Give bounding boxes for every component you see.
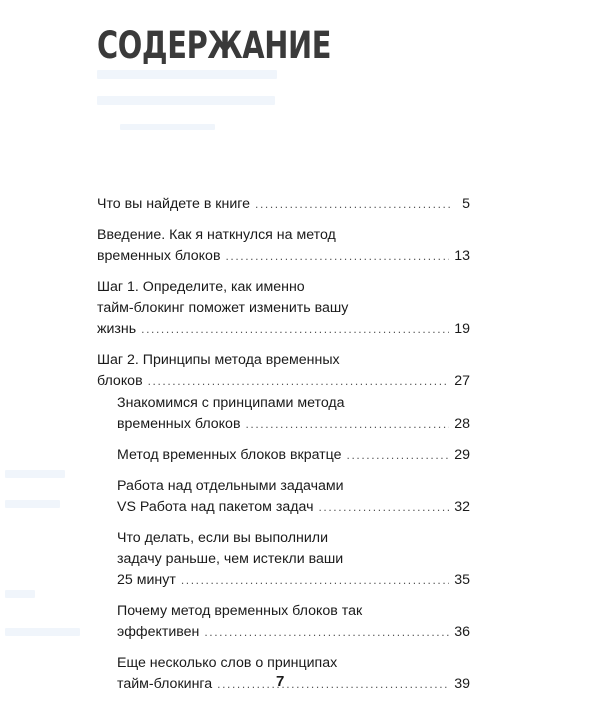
page-title: СОДЕРЖАНИЕ	[97, 24, 332, 67]
toc-entry	[117, 445, 470, 466]
toc-entry-last-line	[97, 319, 470, 340]
dot-leader	[255, 194, 453, 215]
toc-entry-text: временных блоков	[97, 248, 221, 264]
toc-entry-text: Введение. Как я наткнулся на метод	[97, 227, 336, 243]
toc-page-number: 27	[454, 373, 470, 389]
toc-entry	[97, 277, 470, 340]
dot-leader	[245, 414, 449, 435]
toc-page-number: 39	[454, 676, 470, 692]
toc-entry-last-line	[97, 246, 470, 267]
dot-leader	[319, 497, 450, 518]
dot-leader	[148, 371, 450, 392]
toc-entry-last-line	[97, 371, 470, 392]
toc-entry-last-line	[97, 194, 470, 215]
toc-entry	[97, 350, 470, 392]
show-through-line	[97, 96, 275, 105]
show-through-line	[97, 70, 277, 79]
dot-leader	[225, 246, 449, 267]
toc-entry-text: Работа над отдельными задачами	[117, 478, 344, 494]
page-number: 7	[276, 673, 285, 690]
dot-leader	[141, 319, 449, 340]
show-through-line	[120, 124, 215, 130]
toc-entry-text: тайм-блокинг поможет изменить вашу	[97, 300, 349, 316]
toc-entry	[117, 476, 470, 518]
toc-entry-last-line	[117, 414, 470, 435]
toc-entry-text: Метод временных блоков вкратце	[117, 447, 342, 463]
toc-entry-last-line	[117, 570, 470, 591]
toc-entry	[117, 653, 470, 695]
toc-entry	[117, 528, 470, 591]
table-of-contents	[97, 194, 470, 705]
show-through-line	[5, 628, 80, 636]
show-through-line	[5, 470, 65, 478]
toc-entry	[97, 194, 470, 215]
toc-entry-text: Почему метод временных блоков так	[117, 603, 363, 619]
dot-leader	[181, 570, 449, 591]
toc-entry	[97, 225, 470, 267]
toc-page-number: 19	[454, 321, 470, 337]
toc-entry-last-line	[117, 497, 470, 518]
toc-page-number: 29	[454, 447, 470, 463]
dot-leader	[204, 622, 449, 643]
toc-entry-text: Знакомимся с принципами метода	[117, 395, 345, 411]
toc-entry-text: Шаг 1. Определите, как именно	[97, 279, 305, 295]
toc-entry-text: задачу раньше, чем истекли ваши	[117, 551, 344, 567]
dot-leader	[347, 445, 450, 466]
toc-entry-text: Что вы найдете в книге	[97, 196, 251, 212]
toc-entry-text: временных блоков	[117, 416, 241, 432]
toc-entry	[117, 601, 470, 643]
toc-entry-text: Еще несколько слов о принципах	[117, 655, 338, 671]
toc-entry-text: 25 минут	[117, 572, 176, 588]
toc-page-number: 13	[454, 248, 470, 264]
toc-page-number: 28	[454, 416, 470, 432]
toc-page-number: 35	[454, 572, 470, 588]
toc-entry-text: Что делать, если вы выполнили	[117, 530, 328, 546]
toc-entry-last-line	[117, 445, 470, 466]
toc-page-number: 32	[454, 499, 470, 515]
toc-entry-text: VS Работа над пакетом задач	[117, 499, 314, 515]
show-through-line	[5, 590, 35, 598]
toc-entry-text: жизнь	[97, 321, 137, 337]
toc-page-number: 5	[462, 196, 470, 212]
show-through-line	[5, 500, 60, 508]
toc-entry-text: тайм-блокинга	[117, 676, 213, 692]
toc-entry-text: блоков	[97, 373, 143, 389]
toc-entry	[117, 393, 470, 435]
toc-entry-last-line	[117, 622, 470, 643]
toc-page-number: 36	[454, 624, 470, 640]
toc-entry-text: Шаг 2. Принципы метода временных	[97, 352, 340, 368]
toc-entry-text: эффективен	[117, 624, 200, 640]
